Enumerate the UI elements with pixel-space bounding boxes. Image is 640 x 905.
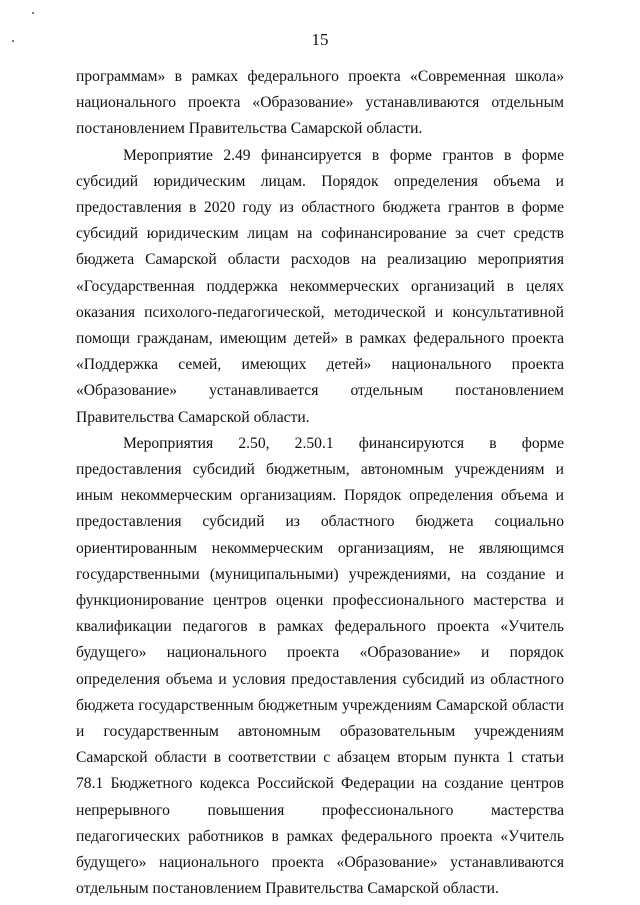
paragraph-event-2-49: Мероприятие 2.49 финансируется в форме грантов в форме субсидий юридическим лицам. Порядок определения объема и предоставления в 2020 году из областного бюджета грантов в форме субсидий юридическим лицам на софинансирование за счет средств бюджета Самарской области расходов на реализацию мероприятия «Государственная поддержка некоммерческих организаций в целях оказания психолого-педагогической, методической и консультативной помощи гражданам, имеющим детей» в рамках федерального проекта «Поддержка семей, имеющих детей» национального проекта «Образование» устанавливается отдельным постановлением Правительства Самарской области.: [76, 146, 564, 426]
paragraph-events-2-50: Мероприятия 2.50, 2.50.1 финансируются в форме предоставления субсидий бюджетным, автономным учреждениям и иным некоммерческим организациям. Порядок определения объема и предоставления субсидий из областного бюджета социально ориентированным некоммерческим организациям, не являющимся государственными (муниципальными) учреждениями, на создание и функционирование центров оценки профессионального мастерства и квалификации педагогов в рамках федерального проекта «Учитель будущего» национального проекта «Образование» и порядок определения объема и условия предоставления субсидий из областного бюджета государственным бюджетным учреждениям Самарской области и государственным автономным образовательным учреждениям Самарской области в соответствии с абзацем вторым пункта 1 статьи 78.1 Бюджетного кодекса Российской Федерации на создание центров непрерывного повышения профессионального мастерства педагогических работников в рамках федерального проекта «Учитель будущего» национального проекта «Образование» устанавливаются отдельным постановлением Правительства Самарской области.: [76, 434, 564, 898]
document-body: [76, 64, 564, 903]
scan-speck: [32, 12, 34, 14]
paragraph-continuation: программам» в рамках федерального проекта «Современная школа» национального проекта «Образование» устанавливаются отдельным постановлением Правительства Самарской области.: [76, 68, 564, 138]
page-number: 15: [311, 30, 329, 49]
